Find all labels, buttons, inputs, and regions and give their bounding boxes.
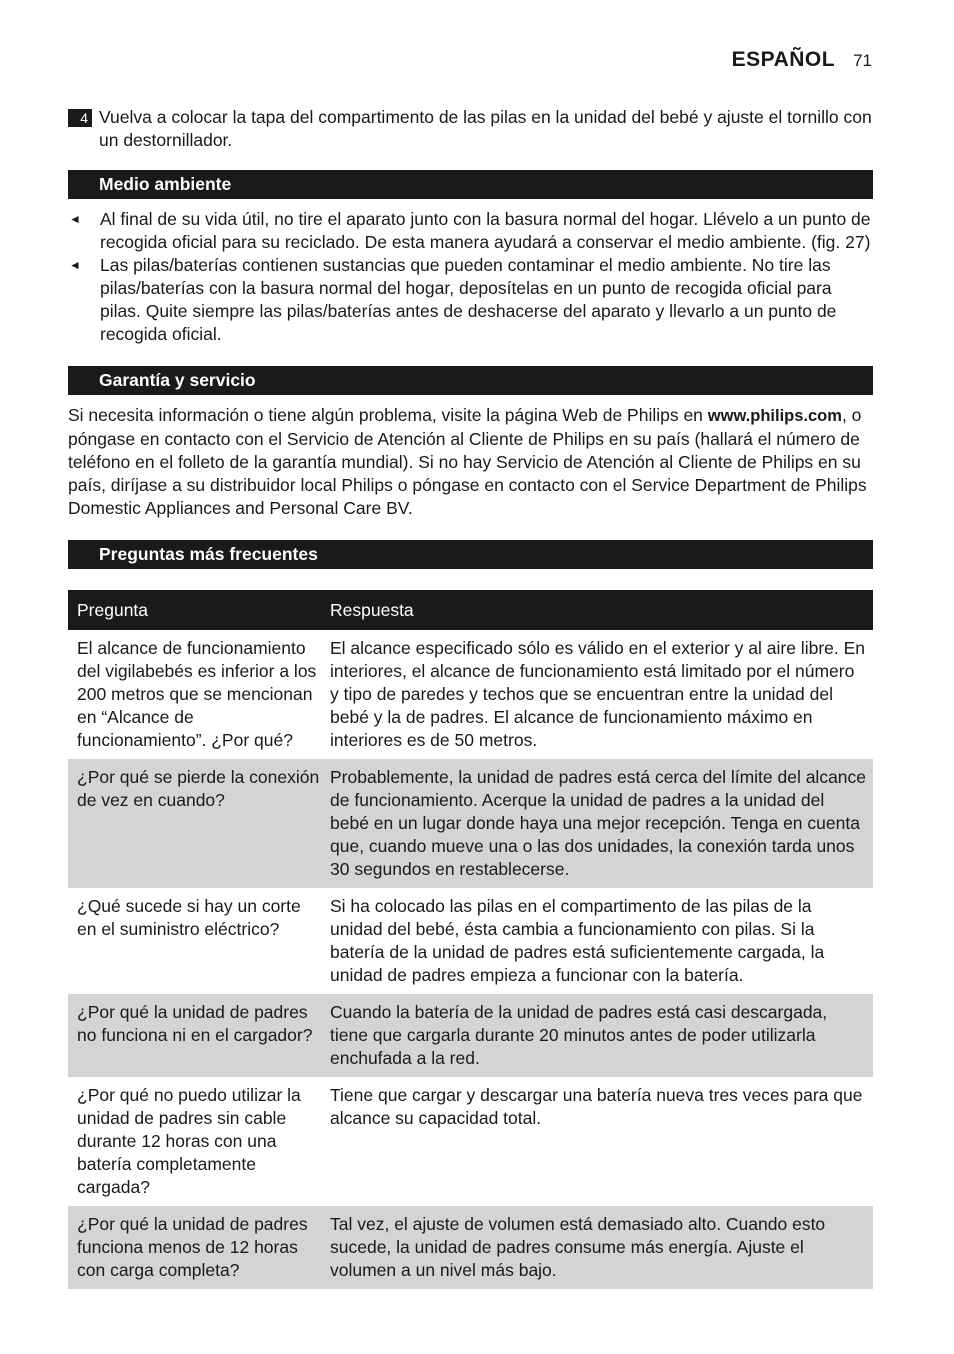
question-cell: El alcance de funcionamiento del vigilabebés es inferior a los 200 metros que se mencionan en “Alcance de funcionamiento”. ¿Por qué? bbox=[77, 638, 317, 750]
answer-cell: Si ha colocado las pilas en el compartimento de las pilas de la unidad del bebé, ésta cambia a funcionamiento con pilas. Si la batería de la unidad de padres está suficientemente cargada, la unidad de padres empieza a funcionar con la batería. bbox=[330, 896, 825, 985]
garantia-text-after: , o póngase en contacto con el Servicio de Atención al Cliente de Philips en su país (hallará el número de teléfono en el folleto de la garantía mundial). Si no hay Servicio de Atención al Cliente de Philips en su país, diríjase a su distribuidor local Philips o póngase en contacto con el Service Department de Philips Domestic Appliances and Personal Care BV. bbox=[68, 405, 867, 518]
philips-website-link[interactable]: www.philips.com bbox=[707, 407, 842, 425]
question-cell: ¿Qué sucede si hay un corte en el suministro eléctrico? bbox=[77, 896, 301, 939]
faq-table bbox=[68, 590, 873, 1289]
table-row bbox=[68, 759, 873, 888]
bullet-text: Las pilas/baterías contienen sustancias que pueden contaminar el medio ambiente. No tire las pilas/baterías con la basura normal del hogar, deposítelas en un punto de recogida oficial para pilas. Quite siempre las pilas/baterías antes de deshacerse del aparato y llevarlo a un punto de recogida oficial. bbox=[100, 255, 837, 344]
page-header bbox=[732, 48, 872, 72]
answer-cell: Probablemente, la unidad de padres está cerca del límite del alcance de funcionamiento. Acerque la unidad de padres a la unidad del bebé en un lugar donde haya una mejor recepción. Tenga en cuenta que, cuando mueve una o las dos unidades, la conexión tarda unos 30 segundos en restablecerse. bbox=[330, 767, 867, 879]
table-row bbox=[68, 994, 873, 1077]
faq-table-header bbox=[68, 590, 873, 630]
list-item bbox=[68, 254, 873, 346]
answer-cell: Cuando la batería de la unidad de padres está casi descargada, tiene que cargarla durante 20 minutos antes de poder utilizarla enchufada a la red. bbox=[330, 1002, 828, 1068]
table-row bbox=[68, 888, 873, 994]
column-header-answer: Respuesta bbox=[330, 599, 414, 620]
question-cell: ¿Por qué la unidad de padres no funciona ni en el cargador? bbox=[77, 1002, 313, 1045]
page-number: 71 bbox=[853, 51, 872, 70]
table-row bbox=[68, 1206, 873, 1289]
page-content bbox=[68, 106, 873, 1289]
garantia-text-before: Si necesita información o tiene algún problema, visite la página Web de Philips en bbox=[68, 405, 708, 425]
answer-cell: Tal vez, el ajuste de volumen está demasiado alto. Cuando esto sucede, la unidad de padres consume más energía. Ajuste el volumen a un nivel más bajo. bbox=[330, 1214, 826, 1280]
step-number-badge: 4 bbox=[68, 109, 92, 127]
table-row bbox=[68, 1077, 873, 1206]
step-text: Vuelva a colocar la tapa del compartimento de las pilas en la unidad del bebé y ajuste el tornillo con un destornillador. bbox=[99, 107, 872, 150]
table-row bbox=[68, 630, 873, 759]
section-title-faq: Preguntas más frecuentes bbox=[68, 540, 873, 569]
triangle-bullet-icon: ◄ bbox=[69, 258, 81, 272]
language-label: ESPAÑOL bbox=[731, 48, 836, 71]
column-header-question: Pregunta bbox=[77, 599, 149, 620]
section-title-medio-ambiente: Medio ambiente bbox=[68, 170, 873, 199]
step-4 bbox=[68, 106, 873, 152]
question-cell: ¿Por qué la unidad de padres funciona menos de 12 horas con carga completa? bbox=[77, 1214, 308, 1280]
medio-ambiente-list bbox=[68, 208, 873, 346]
answer-cell: Tiene que cargar y descargar una batería nueva tres veces para que alcance su capacidad total. bbox=[330, 1085, 863, 1128]
bullet-text: Al final de su vida útil, no tire el aparato junto con la basura normal del hogar. Llévelo a un punto de recogida oficial para su reciclado. De esta manera ayudará a conservar el medio ambiente. (fig. 27) bbox=[100, 209, 871, 252]
answer-cell: El alcance especificado sólo es válido en el exterior y al aire libre. En interiores, el alcance de funcionamiento está limitado por el número y tipo de paredes y techos que se encuentran entre la unidad del bebé y la de padres. El alcance de funcionamiento máximo en interiores es de 50 metros. bbox=[330, 638, 866, 750]
question-cell: ¿Por qué no puedo utilizar la unidad de padres sin cable durante 12 horas con una batería completamente cargada? bbox=[77, 1085, 301, 1197]
triangle-bullet-icon: ◄ bbox=[69, 212, 81, 226]
section-title-garantia: Garantía y servicio bbox=[68, 366, 873, 395]
question-cell: ¿Por qué se pierde la conexión de vez en cuando? bbox=[77, 767, 320, 810]
garantia-paragraph bbox=[68, 404, 873, 520]
list-item bbox=[68, 208, 873, 254]
